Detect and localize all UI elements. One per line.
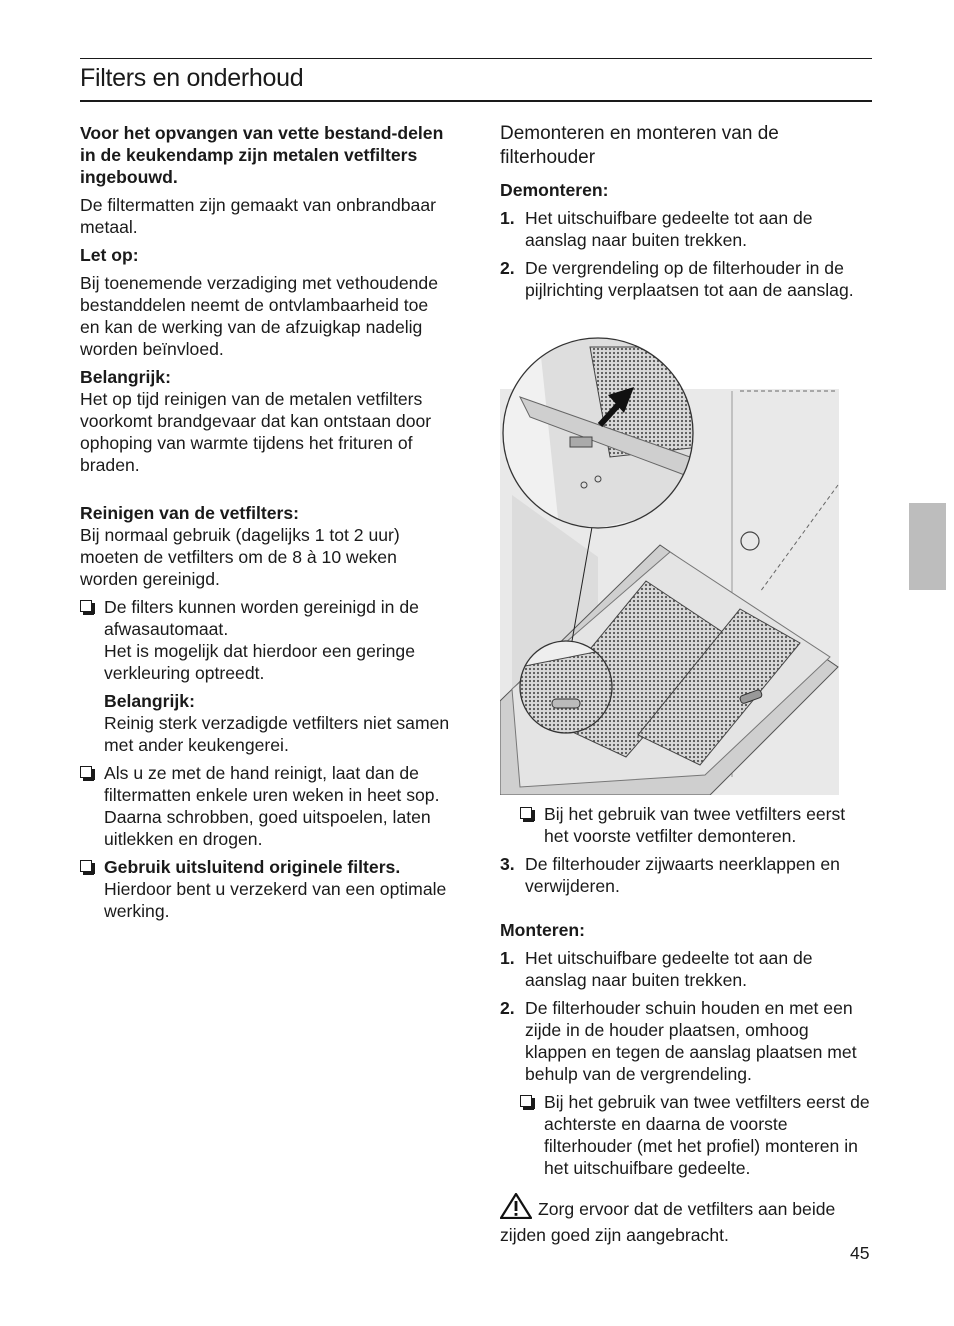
- page-title: Filters en onderhoud: [80, 64, 304, 92]
- checkbox-bullet-icon: [80, 860, 92, 872]
- step-text: De vergrendeling op de filterhouder in de pijlrichting verplaatsen tot aan de aanslag.: [525, 258, 854, 300]
- bullet-text: Reinig sterk verzadigde vetfilters niet samen met ander keukengerei.: [104, 713, 450, 755]
- let-op-heading: Let op:: [80, 245, 139, 265]
- chapter-tab: [909, 503, 946, 590]
- filter-holder-illustration: [500, 307, 872, 795]
- reinigen-heading: Reinigen van de vetfilters:: [80, 503, 300, 523]
- list-item: [500, 997, 872, 1085]
- bullet-text: Bij het gebruik van twee vetfilters eerst de achterste en daarna de voorste filterhouder (met het profiel) monteren in het uitschuifbare gedeelte.: [544, 1092, 870, 1178]
- checkbox-bullet-icon: [520, 1095, 532, 1107]
- filter-material-text: De filtermatten zijn gemaakt van onbrandbaar metaal.: [80, 195, 436, 237]
- bullet-text: Het is mogelijk dat hierdoor een geringe verkleuring optreedt.: [104, 641, 416, 683]
- list-item: [500, 947, 872, 991]
- spacer: [80, 482, 452, 502]
- demonteren-steps: [500, 207, 872, 301]
- list-item: [80, 856, 452, 922]
- demonteren-heading: Demonteren:: [500, 180, 609, 200]
- step-text: De filterhouder zijwaarts neerklappen en verwijderen.: [525, 854, 840, 896]
- step-text: Het uitschuifbare gedeelte tot aan de aanslag naar buiten trekken.: [525, 948, 813, 990]
- checkbox-bullet-icon: [80, 766, 92, 778]
- section-title: Demonteren en monteren van de filterhouder: [500, 123, 779, 168]
- spacer: [500, 903, 872, 919]
- list-item: [500, 853, 872, 897]
- bullet-text: Hierdoor bent u verzekerd van een optimale werking.: [104, 879, 447, 921]
- reinigen-text: Bij normaal gebruik (dagelijks 1 tot 2 uur) moeten de vetfilters om de 8 à 10 weken worden gereinigd.: [80, 525, 400, 589]
- monteren-heading: Monteren:: [500, 920, 586, 940]
- bullet-text: De filters kunnen worden gereinigd in de afwasautomaat.: [104, 597, 419, 639]
- demonteren-step-3: [500, 853, 872, 897]
- step-number: 1.: [500, 208, 515, 228]
- bullet-text: Als u ze met de hand reinigt, laat dan de filtermatten enkele uren weken in heet sop.: [104, 763, 440, 805]
- right-column: [500, 122, 872, 1246]
- warning-triangle-icon: [500, 1193, 532, 1224]
- step-number: 1.: [500, 948, 515, 968]
- cleaning-bullet-list: [80, 596, 452, 922]
- list-item: [520, 1091, 872, 1179]
- list-item: [500, 257, 872, 301]
- checkbox-bullet-icon: [520, 807, 532, 819]
- warning-text: Zorg ervoor dat de vetfilters aan beide zijden goed zijn aangebracht.: [500, 1199, 836, 1245]
- belangrijk-text: Het op tijd reinigen van de metalen vetfilters voorkomt brandgevaar dat kan ontstaan door ophoping van warmte tijdens het frituren of braden.: [80, 389, 432, 475]
- let-op-text: Bij toenemende verzadiging met vethoudende bestanddelen neemt de ontvlambaarheid toe en kan de werking van de afzuigkap nadelig worden beïnvloed.: [80, 273, 438, 359]
- monteren-bullet: [500, 1091, 872, 1179]
- bullet-text: Gebruik uitsluitend originele filters.: [104, 857, 401, 877]
- intro-text: Voor het opvangen van vette bestand-delen in de keukendamp zijn metalen vetfilters ingebouwd.: [80, 123, 444, 187]
- step-number: 2.: [500, 258, 515, 278]
- list-item: [500, 207, 872, 251]
- step-text: Het uitschuifbare gedeelte tot aan de aanslag naar buiten trekken.: [525, 208, 813, 250]
- step-number: 2.: [500, 998, 515, 1018]
- checkbox-bullet-icon: [80, 600, 92, 612]
- warning-note: [500, 1193, 872, 1246]
- bullet-text: Daarna schrobben, goed uitspoelen, laten uitlekken en drogen.: [104, 807, 431, 849]
- step-number: 3.: [500, 854, 515, 874]
- top-rule: [80, 58, 872, 59]
- belangrijk-heading: Belangrijk:: [80, 367, 171, 387]
- bullet-text: Bij het gebruik van twee vetfilters eerst het voorste vetfilter demonteren.: [544, 804, 846, 846]
- list-item: [80, 762, 452, 850]
- left-column: [80, 122, 452, 928]
- title-underline: [80, 100, 872, 102]
- monteren-steps: [500, 947, 872, 1085]
- list-item: [80, 596, 452, 756]
- bullet-belangrijk-heading: Belangrijk:: [104, 691, 195, 711]
- list-item: [520, 803, 872, 847]
- page-number: 45: [850, 1243, 870, 1263]
- step-text: De filterhouder schuin houden en met een zijde in de houder plaatsen, omhoog klappen en tegen de aanslag plaatsen met behulp van de vergrendeling.: [525, 998, 857, 1084]
- illustration-svg: [500, 307, 872, 795]
- demonteren-bullet: [500, 803, 872, 847]
